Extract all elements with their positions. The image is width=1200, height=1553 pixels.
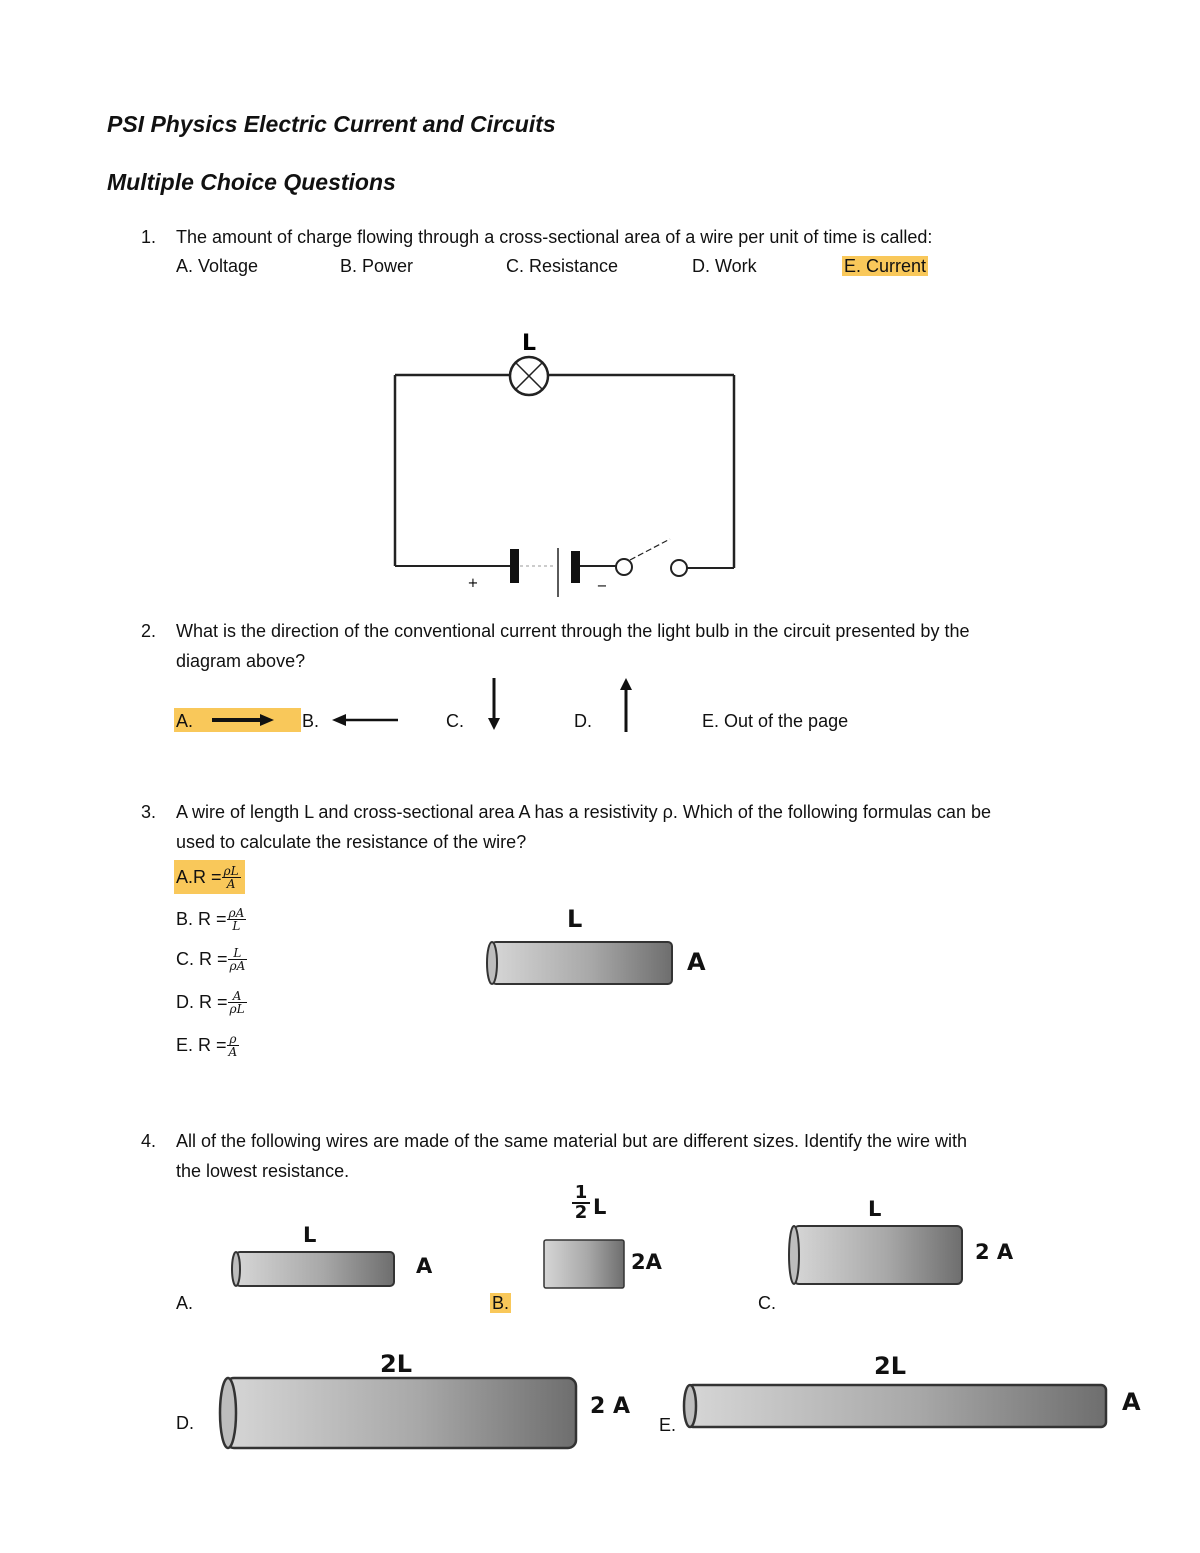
q3-option-a [174, 860, 245, 894]
q2-option-a: A. [176, 711, 194, 731]
wire-d-area-label: 2 A [590, 1394, 630, 1419]
switch-icon [616, 539, 687, 576]
q1-option-d: D. Work [692, 256, 757, 276]
q3-option-a-fraction [222, 865, 241, 890]
wire-e-length-label: 2L [874, 1352, 906, 1380]
q3-text-line2: used to calculate the resistance of the wire? [176, 832, 527, 852]
q1-option-a: A. Voltage [176, 256, 259, 276]
wire-b-area-label: 2A [631, 1250, 662, 1274]
q2-text-line1: What is the direction of the conventional current through the light bulb in the circuit presented by the [176, 621, 970, 641]
wire-a-option: A. [176, 1293, 194, 1313]
bulb-label: L [521, 331, 537, 356]
q1-option-e: E. Current [844, 256, 927, 276]
q3-option-e-prefix: E. R = [176, 1035, 227, 1055]
q3-option-a-numerator: ρL [223, 863, 239, 878]
q3-wire-length-label: L [567, 905, 583, 933]
wire-c-area-label: 2 A [975, 1240, 1014, 1264]
arrow-right-icon [210, 712, 276, 728]
light-bulb-icon [510, 357, 548, 395]
q2-number: 2. [141, 621, 157, 641]
q3-option-e-fraction [227, 1033, 240, 1058]
q2-option-d: D. [574, 711, 592, 731]
q2-option-c: C. [446, 711, 464, 731]
section-subtitle: Multiple Choice Questions [107, 169, 396, 195]
wire-a-length-label: L [303, 1223, 317, 1247]
q2-option-b: B. [302, 711, 320, 731]
q3-option-b-prefix: B. R = [176, 909, 227, 929]
wire-b-length-unit: L [593, 1195, 607, 1219]
wire-b-length-denominator: 2 [574, 1202, 588, 1223]
q4-text-line2: the lowest resistance. [176, 1161, 350, 1181]
wire-b-length-numerator: 1 [572, 1184, 590, 1204]
q1-option-c: C. Resistance [506, 256, 619, 276]
wire-a-area-label: A [416, 1254, 433, 1278]
q3-option-e-denominator: A [228, 1044, 238, 1059]
q3-option-b-fraction [227, 907, 247, 932]
wire-d-length-label: 2L [380, 1350, 412, 1378]
arrow-up-icon [617, 676, 635, 734]
page-title: PSI Physics Electric Current and Circuits [107, 111, 556, 137]
wire-d-option: D. [176, 1413, 194, 1433]
q3-text-line1: A wire of length L and cross-sectional area A has a resistivity ρ. Which of the following formulas can be [176, 802, 991, 822]
q4-text-line1: All of the following wires are made of the same material but are different sizes. Identify the wire with [176, 1131, 968, 1151]
q3-option-b [176, 900, 246, 938]
q1-text: The amount of charge flowing through a cross-sectional area of a wire per unit of time is called: [176, 227, 933, 247]
wire-c-length-label: L [868, 1197, 882, 1221]
q4-number: 4. [141, 1131, 157, 1151]
wire-b-length-fraction [572, 1184, 590, 1222]
battery-minus-sign: − [596, 579, 608, 594]
q3-option-e-numerator: ρ [227, 1033, 240, 1046]
q3-option-b-numerator: ρA [228, 905, 245, 920]
q3-option-a-denominator: A [226, 876, 236, 891]
q3-option-b-denominator: L [232, 918, 241, 933]
q3-option-d-denominator: ρL [229, 1001, 245, 1016]
q1-number: 1. [141, 227, 157, 247]
wire-e-option: E. [659, 1415, 677, 1435]
q3-wire-area-label: A [687, 948, 706, 976]
arrow-left-icon [330, 712, 400, 728]
q3-option-d-prefix: D. R = [176, 992, 228, 1012]
q2-option-e: E. Out of the page [702, 711, 849, 731]
wire-e-area-label: A [1122, 1388, 1141, 1416]
q3-option-e [176, 1026, 239, 1064]
q3-option-c [176, 940, 247, 978]
arrow-down-icon [485, 676, 503, 732]
q3-option-a-prefix: A.R = [176, 867, 222, 887]
q3-option-d-fraction [228, 990, 247, 1015]
wire-d-cylinder [212, 1374, 582, 1452]
wire-b-option: B. [492, 1293, 510, 1313]
battery-plus-sign: + [467, 576, 479, 591]
q3-option-c-fraction [228, 947, 248, 972]
q3-option-d [176, 983, 247, 1021]
q3-option-c-prefix: C. R = [176, 949, 228, 969]
wire-c-cylinder [786, 1222, 968, 1288]
q3-option-c-numerator: L [228, 947, 248, 960]
q3-number: 3. [141, 802, 157, 822]
q1-option-b: B. Power [340, 256, 414, 276]
q2-text-line2: diagram above? [176, 651, 306, 671]
battery-icon [510, 548, 580, 597]
q3-wire-cylinder [484, 938, 680, 988]
wire-c-option: C. [758, 1293, 776, 1313]
q3-option-c-denominator: ρA [229, 958, 246, 973]
wire-b-cylinder [540, 1236, 628, 1292]
wire-a-cylinder [228, 1248, 400, 1290]
wire-e-cylinder [676, 1381, 1112, 1431]
circuit-diagram [380, 320, 750, 610]
q3-option-d-numerator: A [228, 990, 247, 1003]
